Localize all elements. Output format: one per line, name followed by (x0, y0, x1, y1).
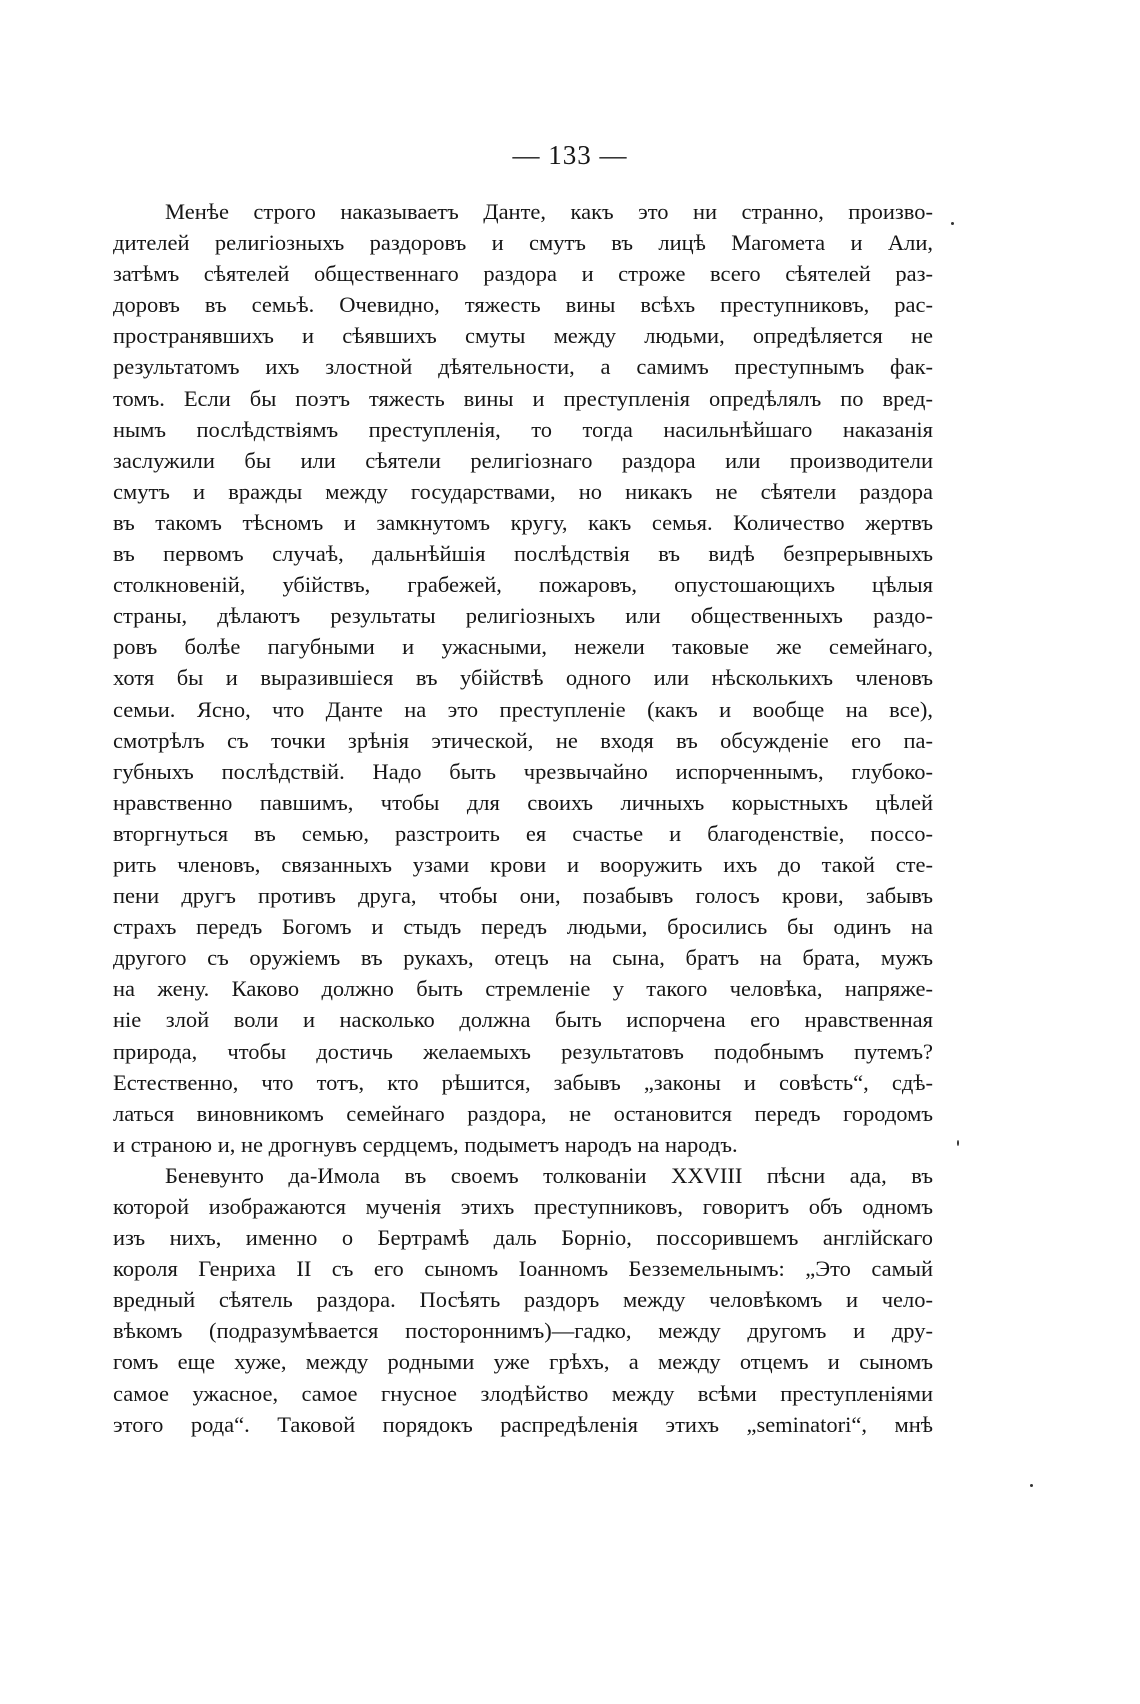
text-line: латься виновникомъ семейнаго раздора, не остановится передъ городомъ (113, 1100, 933, 1126)
text-line: въ такомъ тѣсномъ и замкнутомъ кругу, какъ семья. Количество жертвъ (113, 509, 933, 535)
text-line: рить членовъ, связанныхъ узами крови и вооружить ихъ до такой сте- (113, 851, 933, 877)
text-line: томъ. Если бы поэтъ тяжесть вины и преступленія опредѣлялъ по вред- (113, 385, 933, 411)
text-line: нымъ послѣдствіямъ преступленія, то тогда насильнѣйшаго наказанія (113, 416, 933, 442)
text-line: и страною и, не дрогнувъ сердцемъ, подыметъ народъ на народъ. (113, 1131, 738, 1157)
text-line: смотрѣлъ съ точки зрѣнія этической, не входя въ обсужденіе его па- (113, 727, 933, 753)
text-line: страхъ передъ Богомъ и стыдъ передъ людьми, бросились бы одинъ на (113, 914, 933, 940)
text-line: смутъ и вражды между государствами, но никакъ не сѣятели раздора (113, 478, 933, 504)
text-line: гомъ еще хуже, между родными уже грѣхъ, а между отцемъ и сыномъ (113, 1349, 933, 1375)
text-line: пространявшихъ и сѣявшихъ смуты между людьми, опредѣляется не (113, 323, 933, 349)
text-line: короля Генриха II съ его сыномъ Іоанномъ Безземельнымъ: „Это самый (113, 1256, 933, 1282)
text-line: пени другъ противъ друга, чтобы они, позабывъ голосъ крови, забывъ (113, 883, 933, 909)
text-line: въ первомъ случаѣ, дальнѣйшія послѣдствія въ видѣ безпрерывныхъ (113, 541, 933, 567)
body-text (113, 196, 933, 1440)
text-line: Естественно, что тотъ, кто рѣшится, забывъ „законы и совѣсть“, сдѣ- (113, 1069, 933, 1095)
text-line: которой изображаются мученія этихъ преступниковъ, говоритъ объ одномъ (113, 1194, 933, 1219)
text-line: вѣкомъ (подразумѣвается постороннимъ)—гадко, между другомъ и дру- (113, 1318, 933, 1344)
scan-speck (951, 222, 954, 225)
text-line: вредный сѣятель раздора. Посѣять раздоръ между человѣкомъ и чело- (113, 1287, 933, 1313)
page-number: — 133 — (512, 140, 628, 170)
text-line: этого рода“. Таковой порядокъ распредѣленія этихъ „seminatori“, мнѣ (113, 1411, 933, 1437)
text-line: ніе злой воли и насколько должна быть испорчена его нравственная (113, 1007, 933, 1033)
text-line: Менѣе строго наказываетъ Данте, какъ это ни странно, произво- (165, 199, 933, 224)
text-line: семьи. Ясно, что Данте на это преступленіе (какъ и вообще на все), (113, 696, 933, 722)
text-line: вторгнуться въ семью, разстроить ея счастье и благоденствіе, поссо- (113, 820, 933, 846)
text-line: природа, чтобы достичь желаемыхъ результатовъ подобнымъ путемъ? (113, 1038, 933, 1064)
text-line: самое ужасное, самое гнусное злодѣйство между всѣми преступленіями (113, 1380, 933, 1406)
text-line: хотя бы и выразившіеся въ убійствѣ одного или нѣсколькихъ членовъ (113, 665, 933, 691)
paragraph-1 (113, 196, 933, 1160)
text-line: затѣмъ сѣятелей общественнаго раздора и строже всего сѣятелей раз- (113, 261, 933, 287)
text-line: Беневунто да-Имола въ своемъ толкованіи XXVIII пѣсни ада, въ (165, 1162, 933, 1188)
text-line: нравственно павшимъ, чтобы для своихъ личныхъ корыстныхъ цѣлей (113, 789, 933, 815)
text-line: дителей религіозныхъ раздоровъ и смутъ въ лицѣ Магомета и Али, (113, 230, 933, 256)
text-line: губныхъ послѣдствій. Надо быть чрезвычайно испорченнымъ, глубоко- (113, 758, 933, 784)
text-line: ровъ болѣе пагубными и ужасными, нежели таковые же семейнаго, (113, 634, 933, 660)
text-line: другого съ оружіемъ въ рукахъ, отецъ на сына, братъ на брата, мужъ (113, 945, 933, 971)
text-line: страны, дѣлаютъ результаты религіозныхъ или общественныхъ раздо- (113, 603, 933, 629)
text-line: результатомъ ихъ злостной дѣятельности, а самимъ преступнымъ фак- (113, 354, 933, 380)
text-line: изъ нихъ, именно о Бертрамѣ даль Борніо, поссорившемъ англійскаго (113, 1225, 933, 1251)
text-line: столкновеній, убійствъ, грабежей, пожаровъ, опустошающихъ цѣлыя (113, 572, 933, 598)
scan-speck (1030, 1484, 1033, 1487)
text-line: заслужили бы или сѣятели религіознаго раздора или производители (113, 447, 933, 473)
text-line: доровъ въ семьѣ. Очевидно, тяжесть вины всѣхъ преступниковъ, рас- (113, 292, 933, 318)
paragraph-2 (113, 1160, 933, 1440)
scan-speck (957, 1140, 959, 1146)
text-line: на жену. Каково должно быть стремленіе у такого человѣка, напряже- (113, 976, 933, 1002)
